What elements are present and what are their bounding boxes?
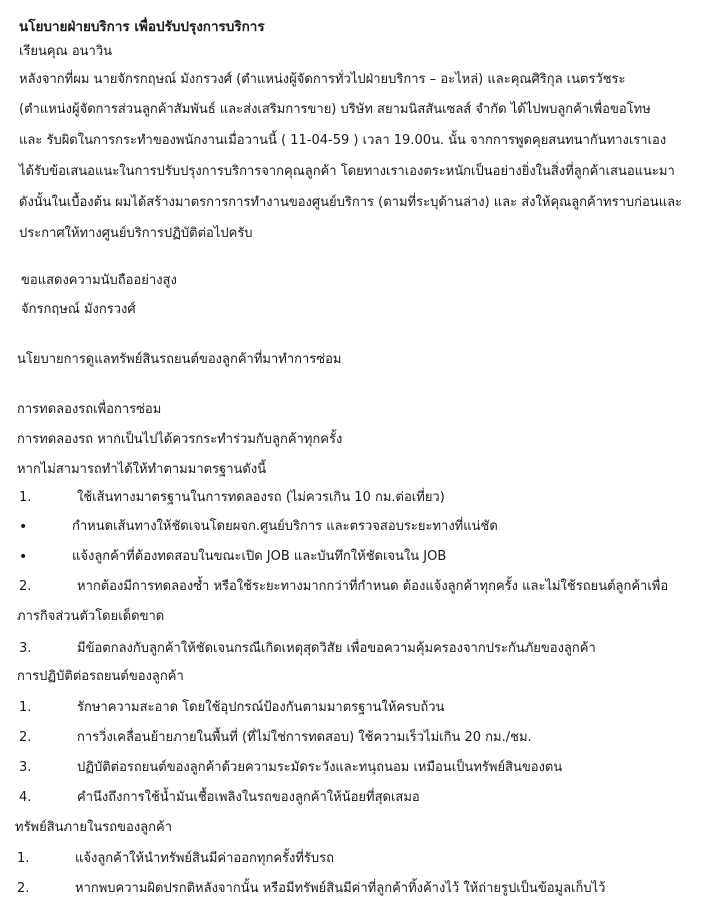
list-item-text: ปฏิบัติต่อรถยนต์ของลูกค้าด้วยความระมัดระวังและทนุถนอม เหมือนเป็นทรัพย์สินของตน xyxy=(77,760,563,775)
letter-salutation: เรียนคุณ อนาวิน xyxy=(19,44,112,59)
list-item-text: แจ้งลูกค้าให้นำทรัพย์สินมีค่าออกทุกครั้งที่รับรถ xyxy=(75,851,335,866)
list-number: 3. xyxy=(19,641,32,656)
list-item-text: คำนึงถึงการใช้น้ำมันเชื้อเพลิงในรถของลูกค้าให้น้อยที่สุดเสมอ xyxy=(77,790,420,805)
bullet-icon: • xyxy=(19,519,28,535)
bullet-item-text: แจ้งลูกค้าที่ต้องทดสอบในขณะเปิด JOB และบันทึกให้ชัดเจนใน JOB xyxy=(72,549,447,564)
section-heading-test-drive: การทดลองรถเพื่อการซ่อม xyxy=(17,402,162,417)
letter-body-line: ประกาศให้ทางศูนย์บริการปฏิบัติต่อไปครับ xyxy=(19,226,253,241)
list-item-text: มีข้อตกลงกับลูกค้าให้ชัดเจนกรณีเกิดเหตุสุดวิสัย เพื่อขอความคุ้มครองจากประกันภัยของลูกค้า xyxy=(77,641,596,656)
list-item-continuation: ภารกิจส่วนตัวโดยเด็ดขาด xyxy=(17,609,165,624)
letter-body-line: และ รับผิดในการกระทำของพนักงานเมื่อวานนี้ ( 11-04-59 ) เวลา 19.00น. นั้น จากการพูดคุยสนทนากันทางเราเอง xyxy=(19,133,667,148)
letter-signature: จักรกฤษณ์ มังกรวงศ์ xyxy=(21,302,136,317)
list-item-text: รักษาความสะอาด โดยใช้อุปกรณ์ป้องกันตามมาตรฐานให้ครบถ้วน xyxy=(77,700,445,715)
list-number: 3. xyxy=(19,760,32,775)
list-number: 4. xyxy=(19,790,32,805)
list-item-text: การวิ่งเคลื่อนย้ายภายในพื้นที่ (ที่ไม่ใช่การทดสอบ) ใช้ความเร็วไม่เกิน 20 กม./ชม. xyxy=(77,730,532,745)
letter-title: นโยบายฝ่ายบริการ เพื่อปรับปรุงการบริการ xyxy=(19,19,265,35)
section-heading-property: ทรัพย์สินภายในรถของลูกค้า xyxy=(15,820,173,835)
list-number: 1. xyxy=(19,490,32,505)
bullet-icon: • xyxy=(19,549,28,565)
test-drive-intro: หากไม่สามารถทำได้ให้ทำตามมาตรฐานดังนี้ xyxy=(17,462,267,477)
list-number: 2. xyxy=(19,730,32,745)
letter-body-line: ดังนั้นในเบื้องต้น ผมได้สร้างมาตรการการทำงานของศูนย์บริการ (ตามที่ระบุด้านล่าง) และ ส่งให้คุณลูกค้าทราบก่อนและ xyxy=(19,195,683,210)
list-number: 1. xyxy=(19,700,32,715)
test-drive-intro: การทดลองรถ หากเป็นไปได้ควรกระทำร่วมกับลูกค้าทุกครั้ง xyxy=(17,432,343,447)
letter-body-line: ได้รับข้อเสนอแนะในการปรับปรุงการบริการจากคุณลูกค้า โดยทางเราเองตระหนักเป็นอย่างยิ่งในสิ่งที่ลูกค้าเสนอแนะมา xyxy=(19,164,675,179)
list-number: 2. xyxy=(17,881,30,896)
list-item-text: หากต้องมีการทดลองซ้ำ หรือใช้ระยะทางมากกว่าที่กำหนด ต้องแจ้งลูกค้าทุกครั้ง และไม่ใช้รถยนต์ลูกค้าเพื่อ xyxy=(77,579,669,594)
letter-body-line: หลังจากที่ผม นายจักรกฤษณ์ มังกรวงศ์ (ตำแหน่งผู้จัดการทั่วไปฝ่ายบริการ – อะไหล่) และคุณศิริกุล เนตรวัชระ xyxy=(19,72,626,87)
bullet-item-text: กำหนดเส้นทางให้ชัดเจนโดยผจก.ศูนย์บริการ และตรวจสอบระยะทางที่แน่ชัด xyxy=(72,519,498,534)
list-item-text: ใช้เส้นทางมาตรฐานในการทดลองรถ (ไม่ควรเกิน 10 กม.ต่อเที่ยว) xyxy=(77,490,445,505)
letter-body-line: (ตำแหน่งผู้จัดการส่วนลูกค้าสัมพันธ์ และส่งเสริมการขาย) บริษัท สยามนิสสันเซลส์ จำกัด ได้ไปพบลูกค้าเพื่อขอโทษ xyxy=(19,102,651,117)
list-item-text: หากพบความผิดปรกติหลังจากนั้น หรือมีทรัพย์สินมีค่าที่ลูกค้าทิ้งค้างไว้ ให้ถ่ายรูปเป็นข้อมูลเก็บไว้ xyxy=(75,881,606,896)
letter-closing: ขอแสดงความนับถืออย่างสูง xyxy=(21,273,177,288)
list-number: 2. xyxy=(19,579,32,594)
section-heading-handling: การปฏิบัติต่อรถยนต์ของลูกค้า xyxy=(17,669,184,684)
list-number: 1. xyxy=(17,851,30,866)
policy-heading: นโยบายการดูแลทรัพย์สินรถยนต์ของลูกค้าที่มาทำการซ่อม xyxy=(17,352,342,367)
